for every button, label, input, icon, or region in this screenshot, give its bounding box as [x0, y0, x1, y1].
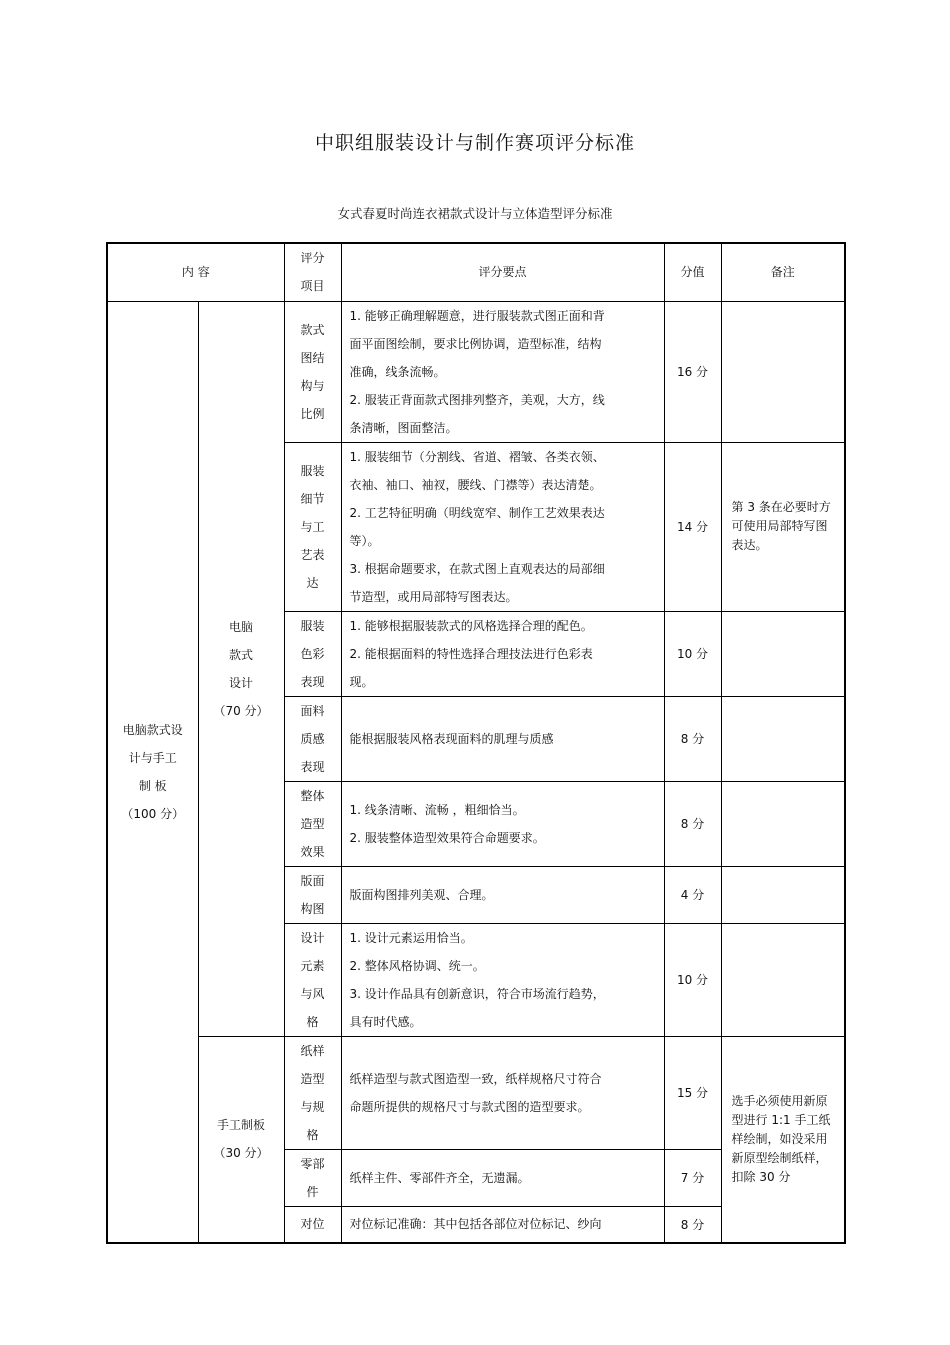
score-cell: 4 分: [664, 866, 721, 923]
score-cell: 10 分: [664, 611, 721, 696]
points-cell: 能根据服装风格表现面料的肌理与质感: [341, 696, 664, 781]
score-cell: 8 分: [664, 781, 721, 866]
header-content: 内 容: [107, 243, 284, 301]
points-cell: 1. 线条清晰、流畅 ，粗细恰当。 2. 服装整体造型效果符合命题要求。: [341, 781, 664, 866]
header-remark: 备注: [721, 243, 845, 301]
item-cell: 纸样 造型 与规 格: [284, 1036, 341, 1149]
remark-cell: [721, 611, 845, 696]
score-cell: 10 分: [664, 923, 721, 1036]
points-cell: 1. 设计元素运用恰当。 2. 整体风格协调、统一。 3. 设计作品具有创新意识，符合市场流行趋势， 具有时代感。: [341, 923, 664, 1036]
points-cell: 对位标记准确：其中包括各部位对位标记、纱向: [341, 1206, 664, 1243]
page-title: 中职组服装设计与制作赛项评分标准: [314, 132, 635, 154]
item-cell: 服装 细节 与工 艺表 达: [284, 442, 341, 611]
table-row: [107, 301, 845, 442]
table-subtitle: 女式春夏时尚连衣裙款式设计与立体造型评分标准: [337, 206, 613, 221]
points-cell: 版面构图排列美观、合理。: [341, 866, 664, 923]
points-cell: 1. 能够根据服装款式的风格选择合理的配色。 2. 能根据面料的特性选择合理技法进行色彩表 现。: [341, 611, 664, 696]
header-item: 评分 项目: [284, 243, 341, 301]
score-cell: 15 分: [664, 1036, 721, 1149]
item-cell: 整体 造型 效果: [284, 781, 341, 866]
item-cell: 设计 元素 与风 格: [284, 923, 341, 1036]
header-score: 分值: [664, 243, 721, 301]
table-row: [107, 1036, 845, 1149]
score-cell: 14 分: [664, 442, 721, 611]
score-cell: 8 分: [664, 696, 721, 781]
item-cell: 对位: [284, 1206, 341, 1243]
item-cell: 服装 色彩 表现: [284, 611, 341, 696]
remark-cell: [721, 781, 845, 866]
remark-cell: [721, 923, 845, 1036]
item-cell: 零部 件: [284, 1149, 341, 1206]
remark-cell: 第 3 条在必要时方可使用局部特写图表达。: [721, 442, 845, 611]
remark-cell: [721, 301, 845, 442]
remark-cell: [721, 866, 845, 923]
remark-cell: [721, 696, 845, 781]
header-points: 评分要点: [341, 243, 664, 301]
points-cell: 1. 能够正确理解题意，进行服装款式图正面和背 面平面图绘制，要求比例协调，造型标准，结构 准确，线条流畅。 2. 服装正背面款式图排列整齐，美观，大方，线 条清晰，图面整洁。: [341, 301, 664, 442]
scoring-table: [106, 242, 846, 1244]
score-cell: 7 分: [664, 1149, 721, 1206]
section-cell: 手工制板 （30 分）: [198, 1036, 284, 1243]
score-cell: 16 分: [664, 301, 721, 442]
item-cell: 款式 图结 构与 比例: [284, 301, 341, 442]
remark-cell: 选手必须使用新原型进行 1:1 手工纸样绘制，如没采用新原型绘制纸样，扣除 30 分: [721, 1036, 845, 1243]
item-cell: 版面 构图: [284, 866, 341, 923]
points-cell: 纸样造型与款式图造型一致，纸样规格尺寸符合 命题所提供的规格尺寸与款式图的造型要求。: [341, 1036, 664, 1149]
score-cell: 8 分: [664, 1206, 721, 1243]
header-row: [107, 243, 845, 301]
points-cell: 纸样主件、零部件齐全，无遗漏。: [341, 1149, 664, 1206]
points-cell: 1. 服装细节（分割线、省道、褶皱、各类衣领、 衣袖、袖口、袖衩，腰线、门襟等）表达清楚。 2. 工艺特征明确（明线宽窄、制作工艺效果表达 等）。 3. 根据命题要求，在款式图上直观表达的局部细 节造型，或用局部特写图表达。: [341, 442, 664, 611]
item-cell: 面料 质感 表现: [284, 696, 341, 781]
category-cell: 电脑款式设 计与手工 制 板 （100 分）: [107, 301, 198, 1243]
section-cell: 电脑 款式 设计 （70 分）: [198, 301, 284, 1036]
